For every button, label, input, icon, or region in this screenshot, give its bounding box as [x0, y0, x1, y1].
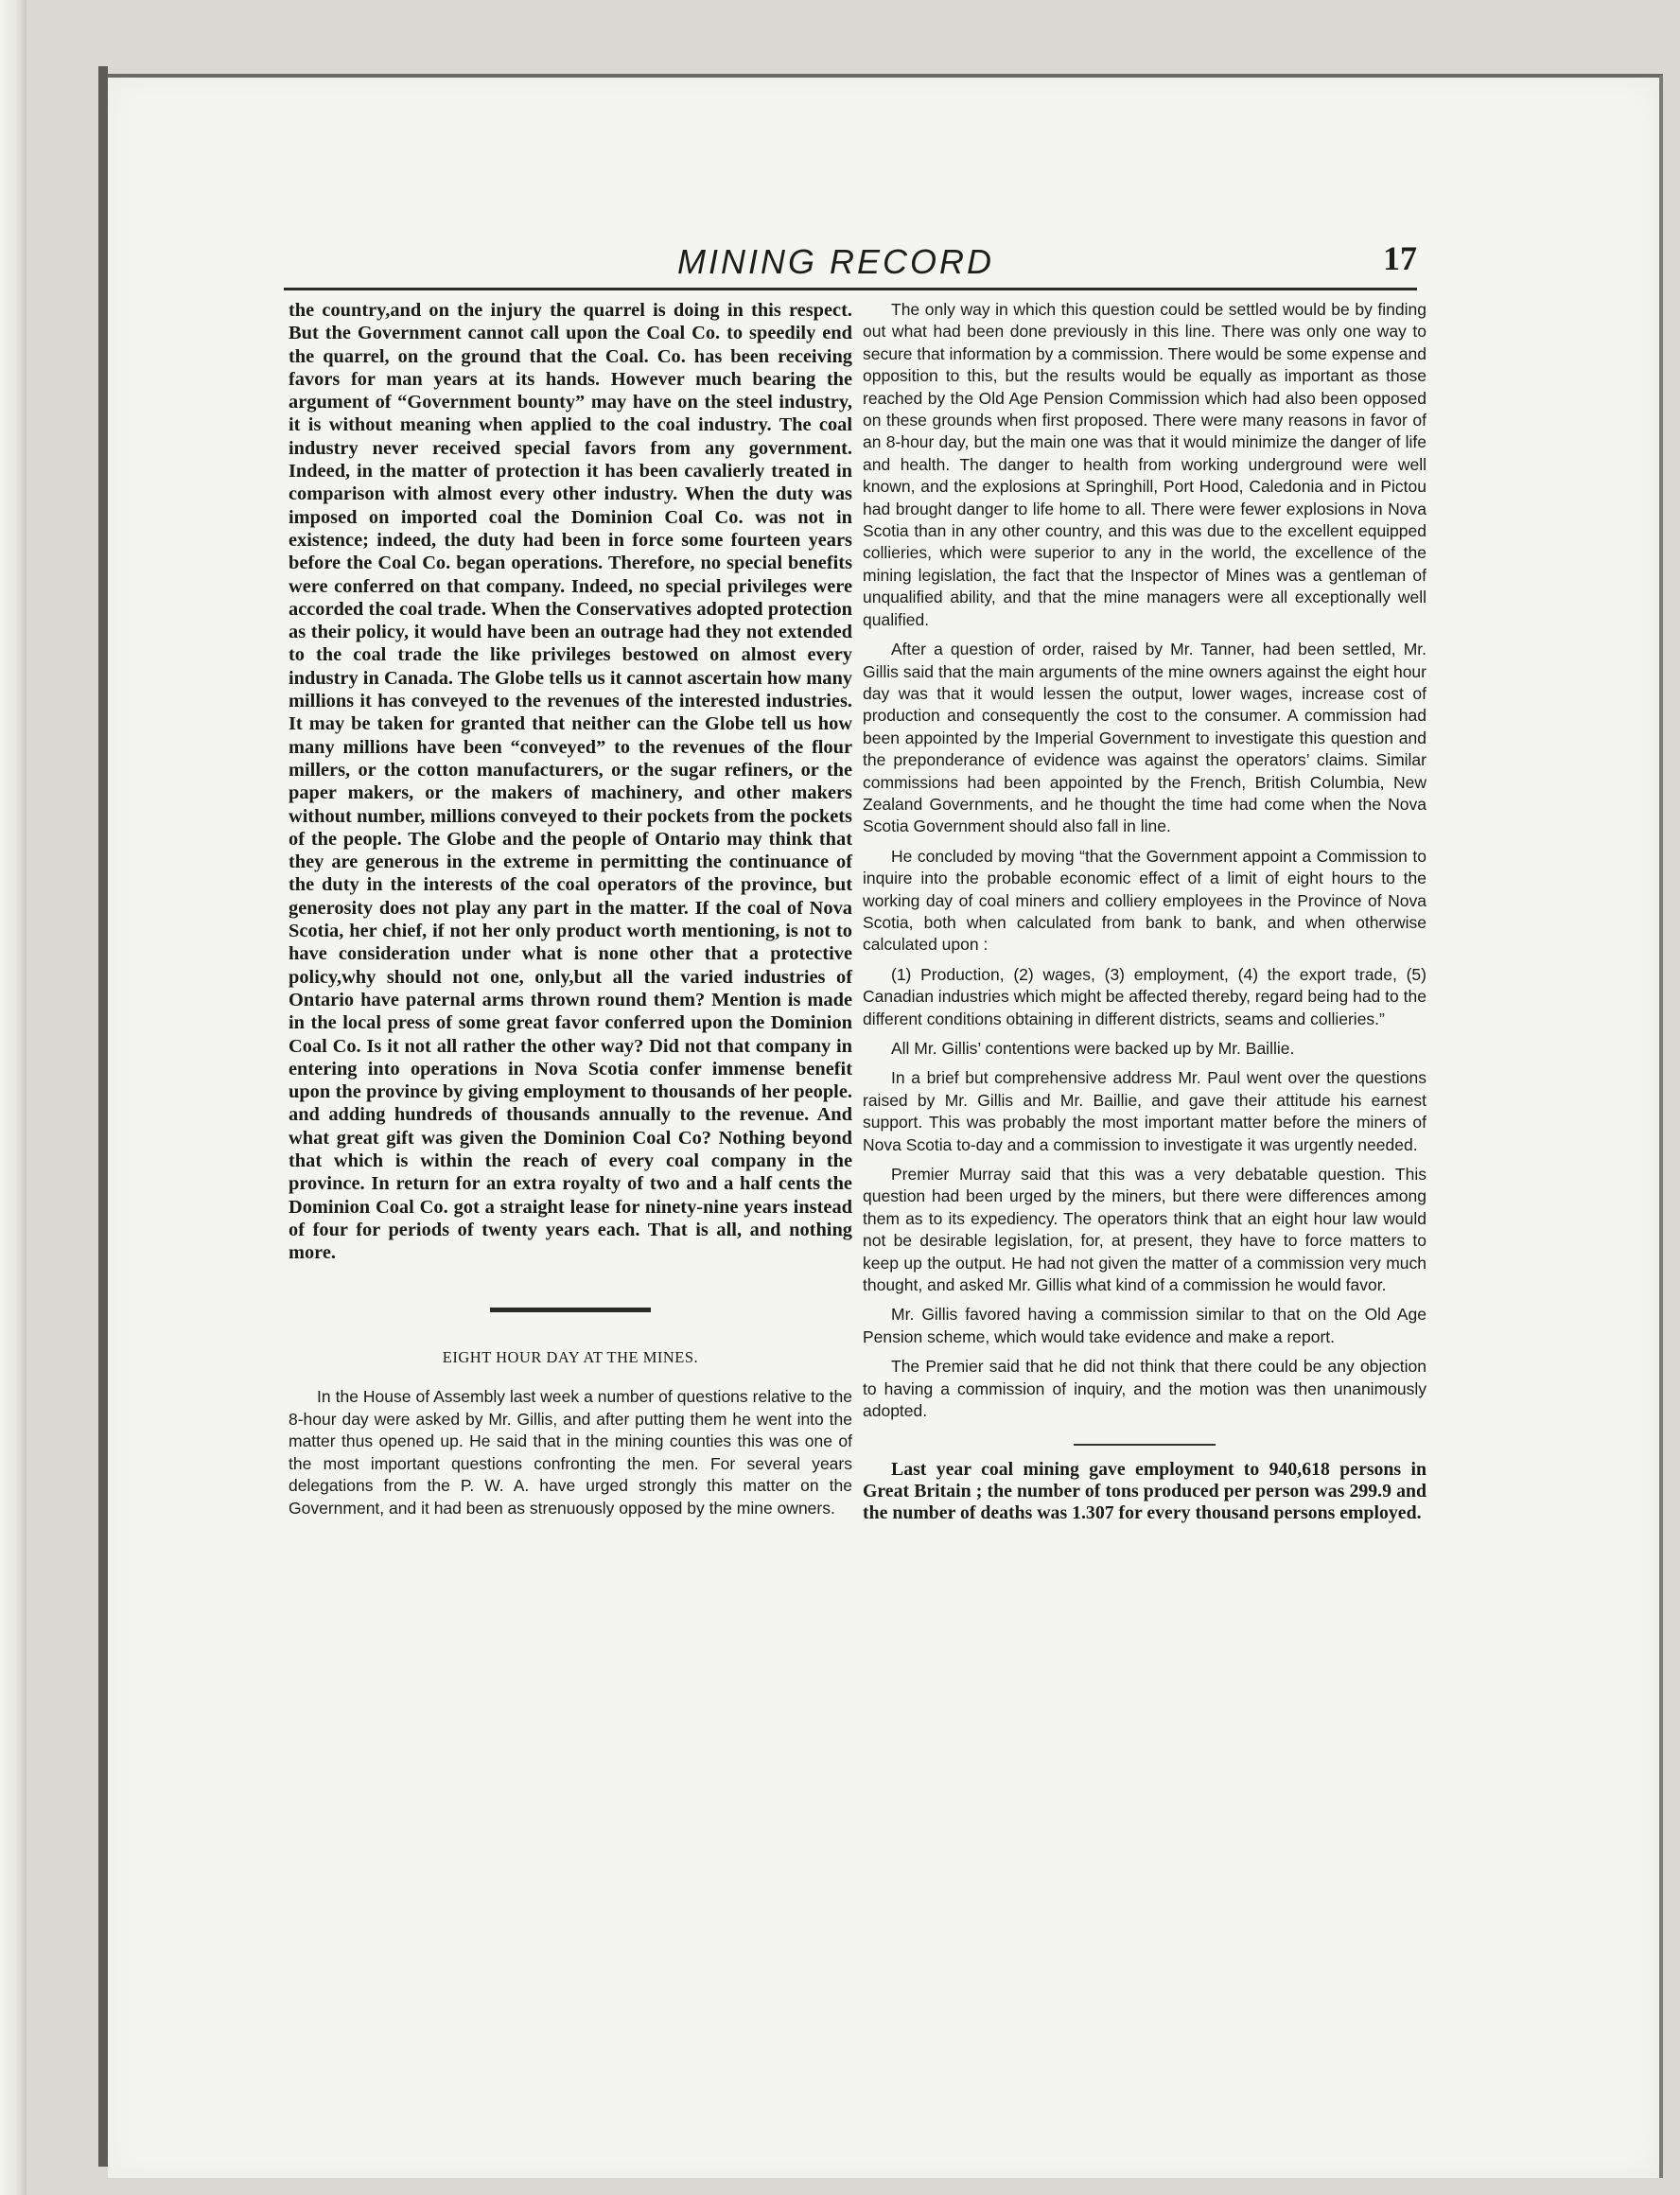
page-edge: [0, 0, 26, 2195]
article-paragraph: In a brief but comprehensive address Mr. Paul went over the questions raised by Mr. Gillis and Mr. Baillie, and gave their attitude his earnest support. This was probably the most important matter before the miners of Nova Scotia to-day and a commission to investigate it was urgently needed.: [863, 1068, 1426, 1154]
article-paragraph: He concluded by moving “that the Government appoint a Commission to inquire into the probable economic effect of a limit of eight hours to the working day of coal miners and colliery employees in the Province of Nova Scotia, both when calculated from bank to bank, and when otherwise calculated upon :: [863, 846, 1426, 955]
section-divider: [490, 1308, 651, 1312]
article-paragraph: Mr. Gillis favored having a commission similar to that on the Old Age Pension scheme, which would take evidence and make a report.: [863, 1305, 1426, 1346]
left-column: [289, 299, 852, 1527]
page-header: [284, 238, 1417, 290]
editorial-paragraph: the country,and on the injury the quarrel is doing in this respect. But the Government cannot call upon the Coal Co. to speedily end the quarrel, on the ground that the Coal. Co. has been receiving favors for man years at its hands. However much bearing the argument of “Government bounty” may have on the steel industry, it is without meaning when applied to the coal industry. The coal industry never received special favors from any government. Indeed, in the matter of protection it has been cavalierly treated in comparison with almost every other industry. When the duty was imposed on imported coal the Dominion Coal Co. was not in existence; indeed, the duty had been in force some fourteen years before the Coal Co. began operations. Therefore, no special benefits were conferred on that company. Indeed, no special privileges were accorded the coal trade. When the Conservatives adopted protection as their policy, it would have been an outrage had they not extended to the coal trade the like privileges bestowed on almost every industry in Canada. The Globe tells us it cannot ascertain how many millions it has conveyed to the revenues of the interested industries. It may be taken for granted that neither can the Globe tell us how many millions have been “conveyed” to the revenues of the flour millers, or the cotton manufacturers, or the sugar refiners, or the paper makers, or the makers of machinery, and other makers without number, millions conveyed to their pockets from the pockets of the people. The Globe and the people of Ontario may think that they are generous in the extreme in permitting the continuance of the duty in the interests of the coal operators of the province, but generosity does not play any part in the matter. If the coal of Nova Scotia, her chief, if not her only product worth mentioning, is not to have consideration under what is none other that a protective policy,why should not one, only,but all the varied industries of Ontario have paternal arms thrown round them? Mention is made in the local press of some great favor conferred upon the Dominion Coal Co. Is it not all rather the other way? Did not that company in entering into operations in Nova Scotia confer immense benefit upon the province by giving employment to thousands of her people. and adding hundreds of thousands annually to the revenue. And what great gift was given the Dominion Coal Co? Nothing beyond that which is within the reach of every coal company in the province. In return for an extra royalty of two and a half cents the Dominion Coal Co. got a straight lease for ninety-nine years instead of four for periods of twenty years each. That is all, and nothing more.: [289, 300, 852, 1264]
article-paragraph: After a question of order, raised by Mr. Tanner, had been settled, Mr. Gillis said that the main arguments of the mine owners against the eight hour day was that it would lessen the output, lower wages, increase cost of production and consequently the cost to the consumer. A commission had been appointed by the Imperial Government to investigate this question and the preponderance of evidence was against the operators’ claims. Similar commissions had been appointed by the French, British Columbia, New Zealand Governments, and he thought the time had come when the Nova Scotia Government should also fall in line.: [863, 640, 1426, 836]
binding-rule: [98, 66, 108, 2167]
note-divider: [1074, 1444, 1216, 1446]
running-title: MINING RECORD: [677, 242, 994, 281]
article-paragraph: All Mr. Gillis’ contentions were backed up by Mr. Baillie.: [891, 1039, 1295, 1058]
article-paragraph: In the House of Assembly last week a number of questions relative to the 8-hour day were asked by Mr. Gillis, and after putting them he went into the matter thus opened up. He said that in the mining counties this was one of the most important questions confronting the men. For several years delegations from the P. W. A. have urged strongly this matter on the Government, and it had been as strenuously opposed by the mine owners.: [289, 1387, 852, 1518]
page-number: 17: [1383, 239, 1417, 277]
article-paragraph: The only way in which this question could be settled would be by finding out what had been done previously in this line. There was only one way to secure that information by a commission. There would be some expense and opposition to this, but the results would be equally as important as those reached by the Old Age Pension Commission which had also been opposed on these grounds when first proposed. There were many reasons in favor of an 8-hour day, but the main one was that it would minimize the danger of life and health. The danger to health from working underground were well known, and the explosions at Springhill, Port Hood, Caledonia and in Pictou had brought danger to life home to all. There were fewer explosions in Nova Scotia than in any other country, and this was due to the excellent equipped collieries, which were superior to any in the world, the excellence of the mining legislation, the fact that the Inspector of Mines was a gentleman of unqualified ability, and that the mine managers were all exceptionally well qualified.: [863, 300, 1426, 629]
section-heading: EIGHT HOUR DAY AT THE MINES.: [442, 1348, 699, 1367]
article-paragraph: The Premier said that he did not think that there could be any objection to having a commission of inquiry, and the motion was then unanimously adopted.: [863, 1357, 1426, 1421]
right-column: [863, 299, 1426, 1524]
article-paragraph: (1) Production, (2) wages, (3) employment, (4) the export trade, (5) Canadian industries which might be affected thereby, regard being had to the different conditions obtaining in different districts, seams and collieries.”: [863, 964, 1426, 1028]
closing-note: Last year coal mining gave employment to 940,618 persons in Great Britain ; the number of tons produced per person was 299.9 and the number of deaths was 1.307 for every thousand persons employed.: [863, 1458, 1426, 1523]
article-paragraph: Premier Murray said that this was a very debatable question. This question had been urged by the miners, but there were differences among them as to its expediency. The operators think that an eight hour law would not be desirable legislation, for, at present, they have to force matters to keep up the output. He had not given the matter of a commission very much thought, and asked Mr. Gillis what kind of a commission he would favor.: [863, 1165, 1426, 1295]
